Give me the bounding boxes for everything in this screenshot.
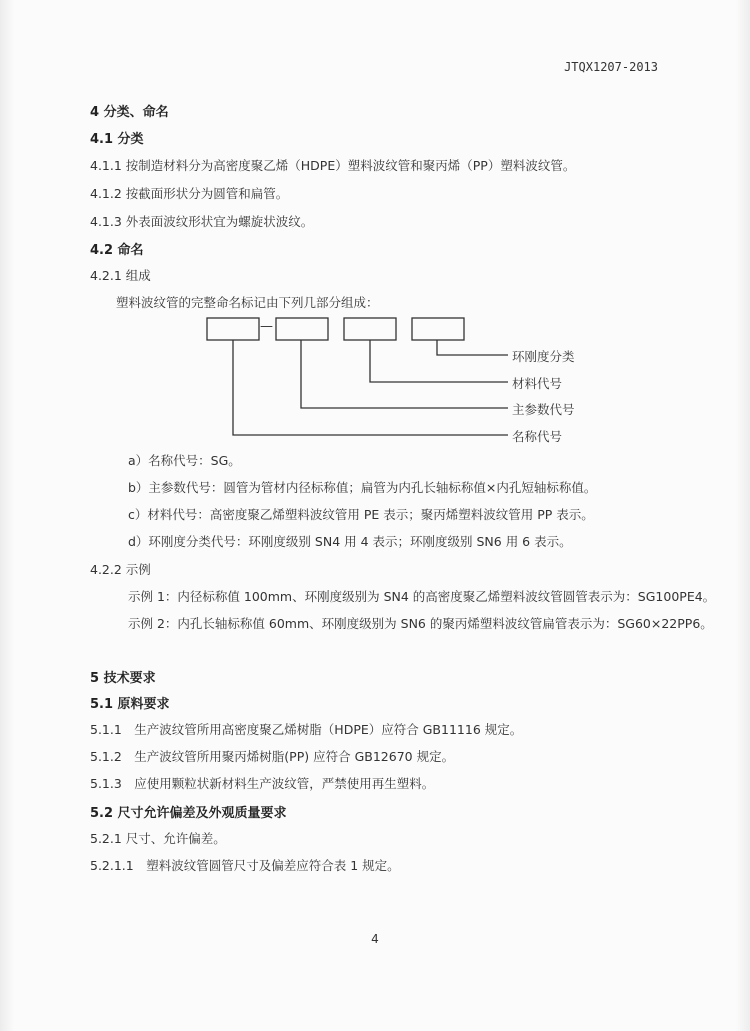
section-5-title: 5 技术要求 xyxy=(90,671,156,686)
item-d: d）环刚度分类代号：环刚度级别 SN4 用 4 表示；环刚度级别 SN6 用 6 表示。 xyxy=(128,534,572,549)
label-material-code: 材料代号 xyxy=(512,376,563,391)
leader-stiffness xyxy=(437,340,508,355)
item-c: c）材料代号：高密度聚乙烯塑料波纹管用 PE 表示；聚丙烯塑料波纹管用 PP 表示。 xyxy=(128,507,594,522)
section-4-title: 4 分类、命名 xyxy=(90,105,169,120)
item-b: b）主参数代号：圆管为管材内径标称值；扁管为内孔长轴标称值×内孔短轴标称值。 xyxy=(128,480,597,495)
leader-material xyxy=(370,340,508,382)
main-parameter-box xyxy=(276,318,328,340)
standard-number: JTQX1207-2013 xyxy=(564,60,658,74)
label-stiffness-class: 环刚度分类 xyxy=(512,349,575,364)
page-number: 4 xyxy=(371,932,379,946)
section-5-1-title: 5.1 原料要求 xyxy=(90,697,170,712)
example-2: 示例 2：内孔长轴标称值 60mm、环刚度级别为 SN6 的聚丙烯塑料波纹管扁管表示为：SG60×22PP6。 xyxy=(128,616,713,631)
material-code-box xyxy=(344,318,396,340)
clause-5-2-1-1: 5.2.1.1 塑料波纹管圆管尺寸及偏差应符合表 1 规定。 xyxy=(90,858,400,873)
example-1: 示例 1：内径标称值 100mm、环刚度级别为 SN4 的高密度聚乙烯塑料波纹管圆管表示为：SG100PE4。 xyxy=(128,589,716,604)
section-5-2-title: 5.2 尺寸允许偏差及外观质量要求 xyxy=(90,806,287,821)
clause-4-1-3: 4.1.3 外表面波纹形状宜为螺旋状波纹。 xyxy=(90,214,314,229)
clause-4-1-2: 4.1.2 按截面形状分为圆管和扁管。 xyxy=(90,186,289,201)
clause-5-1-1: 5.1.1 生产波纹管所用高密度聚乙烯树脂（HDPE）应符合 GB11116 规定。 xyxy=(90,722,523,737)
clause-4-1-1: 4.1.1 按制造材料分为高密度聚乙烯（HDPE）塑料波纹管和聚丙烯（PP）塑料波纹管。 xyxy=(90,158,576,173)
clause-4-2-1: 4.2.1 组成 xyxy=(90,268,151,283)
clause-5-1-2: 5.1.2 生产波纹管所用聚丙烯树脂(PP) 应符合 GB12670 规定。 xyxy=(90,749,455,764)
item-a: a）名称代号：SG。 xyxy=(128,453,241,468)
label-name-code: 名称代号 xyxy=(512,429,563,444)
label-main-parameter: 主参数代号 xyxy=(512,402,575,417)
stiffness-class-box xyxy=(412,318,464,340)
section-4-2-title: 4.2 命名 xyxy=(90,243,144,258)
name-code-box xyxy=(207,318,259,340)
section-4-1-title: 4.1 分类 xyxy=(90,132,144,147)
naming-intro: 塑料波纹管的完整命名标记由下列几部分组成： xyxy=(116,295,379,310)
leader-main-parameter xyxy=(301,340,508,408)
clause-4-2-2: 4.2.2 示例 xyxy=(90,562,151,577)
clause-5-2-1: 5.2.1 尺寸、允许偏差。 xyxy=(90,831,226,846)
diagram-dash: — xyxy=(260,319,273,334)
clause-5-1-3: 5.1.3 应使用颗粒状新材料生产波纹管，严禁使用再生塑料。 xyxy=(90,776,435,791)
